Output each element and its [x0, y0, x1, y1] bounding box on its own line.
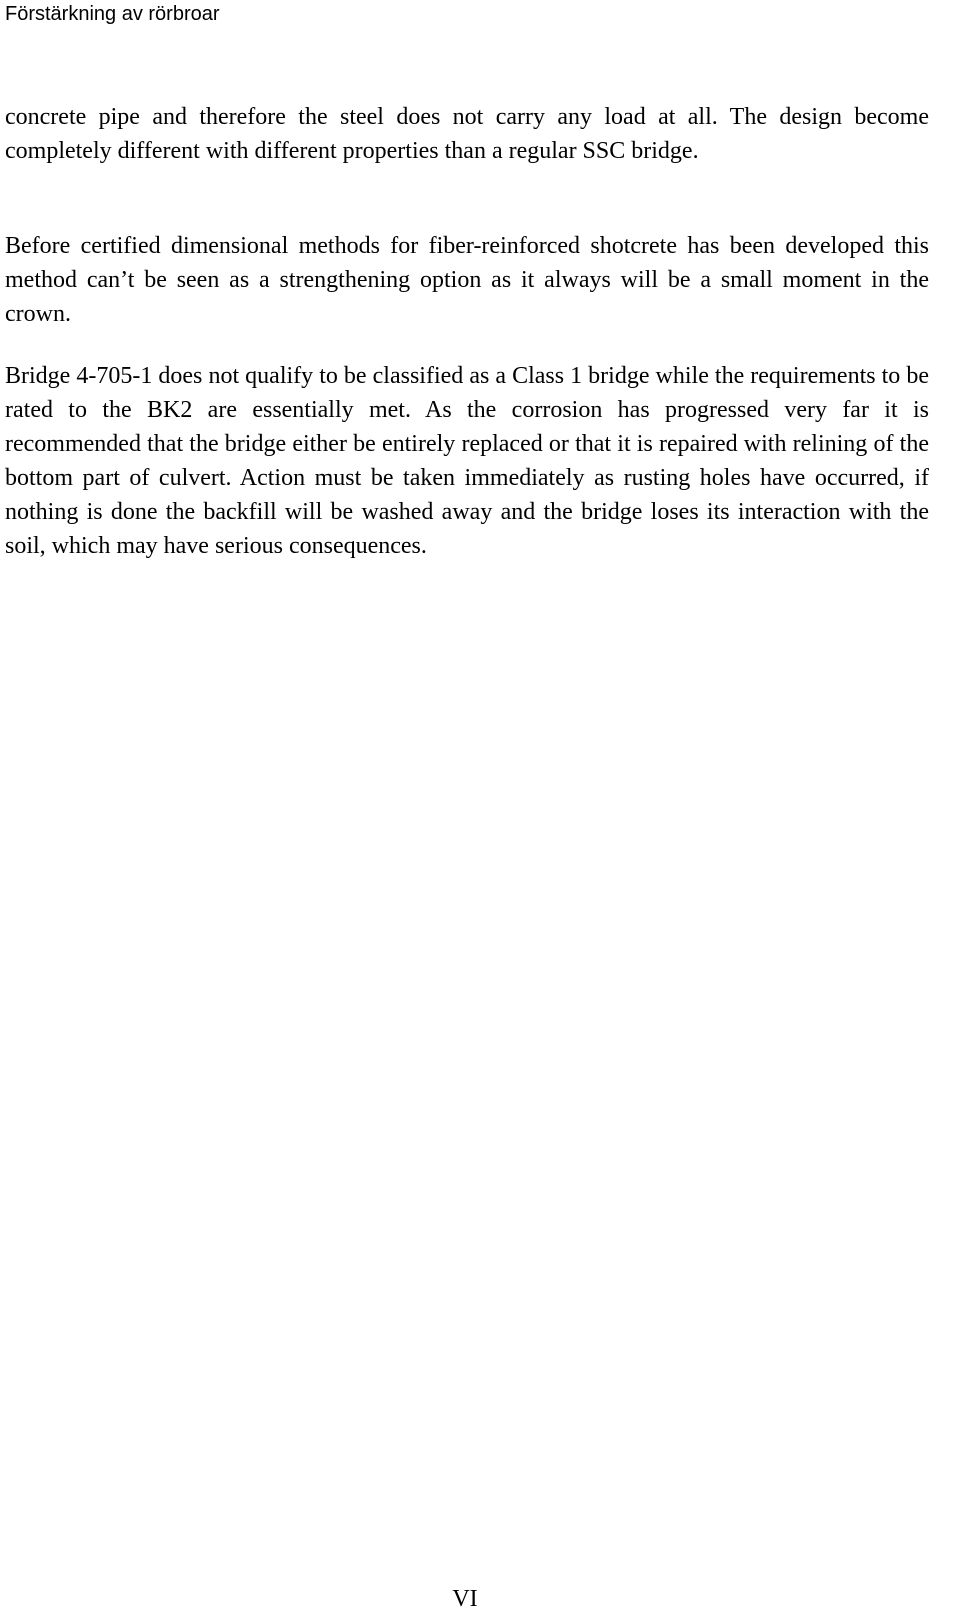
paragraph-shotcrete-methods: Before certified dimensional methods for fiber-reinforced shotcrete has been developed this method can’t be seen as a strengthening option as it always will be a small moment in the crown.	[5, 233, 929, 327]
page-number: VI	[452, 1586, 478, 1612]
running-header: Förstärkning av rörbroar	[5, 3, 220, 25]
paragraph-bridge-assessment: Bridge 4-705-1 does not qualify to be classified as a Class 1 bridge while the requirements to be rated to the BK2 are essentially met. As the corrosion has progressed very far it is recommended that the bridge either be entirely replaced or that it is repaired with relining of the bottom part of culvert. Action must be taken immediately as rusting holes have occurred, if nothing is done the backfill will be washed away and the bridge loses its interaction with the soil, which may have serious consequences.	[5, 363, 929, 559]
paragraph-design-difference: concrete pipe and therefore the steel does not carry any load at all. The design become completely different with different properties than a regular SSC bridge.	[5, 104, 929, 164]
